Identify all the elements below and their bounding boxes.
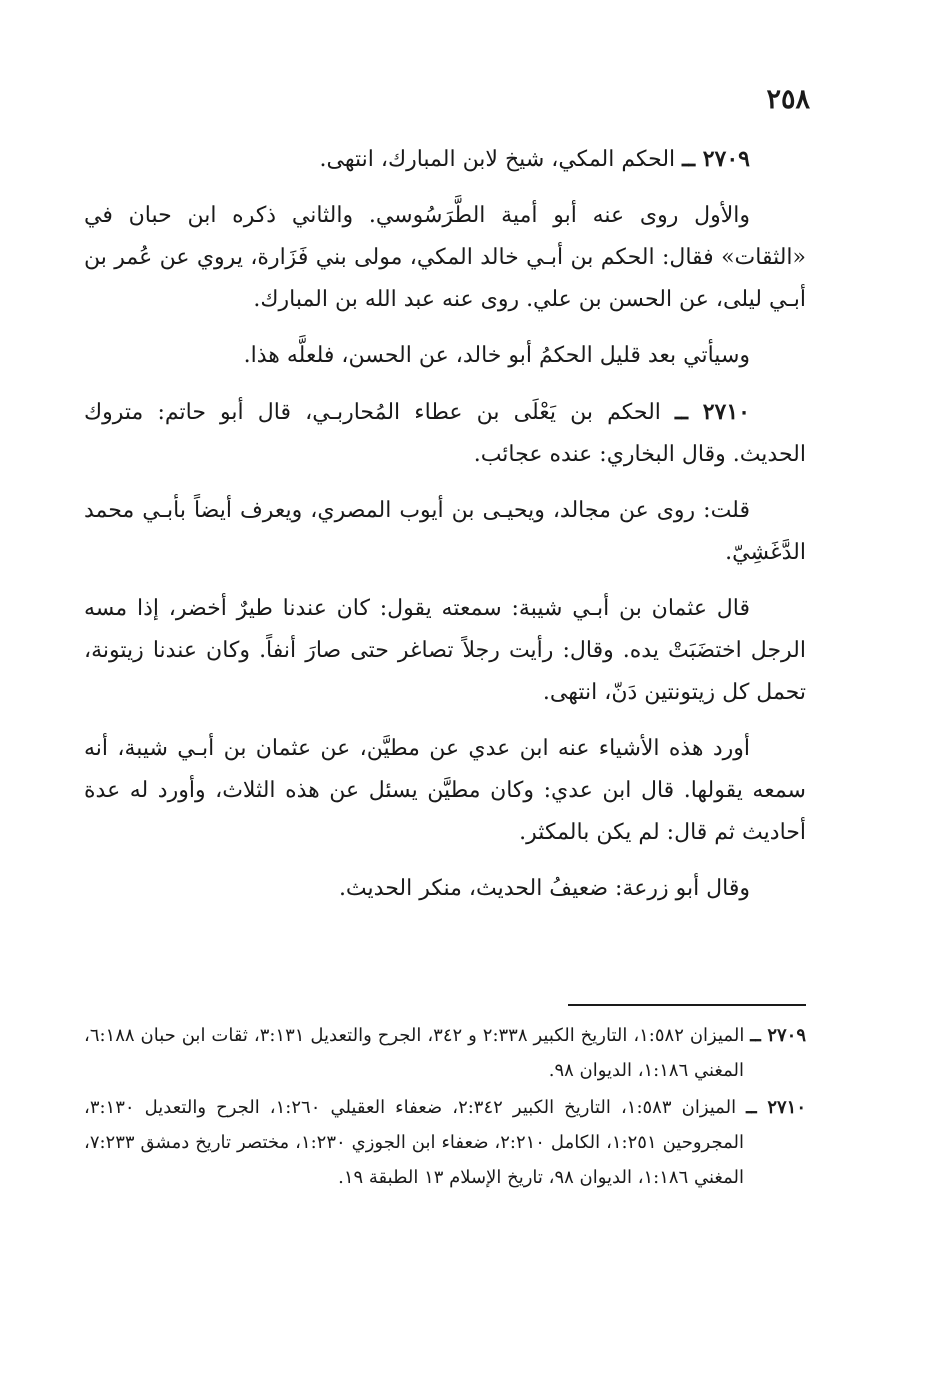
paragraph	[84, 195, 806, 321]
entry-number: ٢٧١٠ ــ	[675, 399, 750, 425]
paragraph-text: أورد هذه الأشياء عنه ابن عدي عن مطيَّن، عن عثمان بن أبـي شيبة، أنه سمعه يقولها. قال ابن عدي: وكان مطيَّن يسئل عن هذه الثلاث، وأورد له عدة أحاديث ثم قال: لم يكن بالمكثر.	[84, 736, 806, 845]
footnote-divider	[568, 1004, 806, 1006]
footnote-number: ٢٧٠٩ ــ	[750, 1025, 806, 1046]
paragraph-text: قلت: روى عن مجالد، ويحيـى بن أيوب المصري، ويعرف أيضاً بأبـي محمد الدَّغَشِيّ.	[84, 498, 806, 565]
footnote-text: الميزان ١:٥٨٣، التاريخ الكبير ٢:٣٤٢، ضعفاء العقيلي ١:٢٦٠، الجرح والتعديل ٣:١٣٠، المجروحين ١:٢٥١، الكامل ٢:٢١٠، ضعفاء ابن الجوزي ١:٢٣٠، مختصر تاريخ دمشق ٧:٢٣٣، المغني ١:١٨٦، الديوان ٩٨، تاريخ الإسلام ١٣ الطبقة ١٩.	[84, 1097, 744, 1188]
main-text	[84, 138, 806, 924]
paragraph-text: وسيأتي بعد قليل الحكمُ أبو خالد، عن الحسن، فلعلَّه هذا.	[243, 343, 750, 368]
footnote	[84, 1018, 806, 1088]
paragraph-text: قال عثمان بن أبـي شيبة: سمعته يقول: كان عندنا طيرٌ أخضر، إذا مسه الرجل اختضَبَتْ يده. وقال: رأيت رجلاً تصاغر حتى صارَ أنفاً. وكان عندنا زيتونة، تحمل كل زيتونتين دَنّ، انتهى.	[84, 596, 806, 705]
paragraph	[84, 490, 806, 574]
paragraph-text: وقال أبو زرعة: ضعيفُ الحديث، منكر الحديث.	[338, 876, 750, 901]
footnote-text: الميزان ١:٥٨٢، التاريخ الكبير ٢:٣٣٨ و ٣٤٢، الجرح والتعديل ٣:١٣١، ثقات ابن حبان ٦:١٨٨، المغني ١:١٨٦، الديوان ٩٨.	[84, 1025, 745, 1081]
paragraph	[84, 335, 806, 377]
footnote	[84, 1090, 806, 1195]
paragraph-text: والأول روى عنه أبو أمية الطَّرَسُوسي. والثاني ذكره ابن حبان في «الثقات» فقال: الحكم بن أبـي خالد المكي، مولى بني فَزَارة، يروي عن عُمر بن أبـي ليلى، عن الحسن بن علي. روى عنه عبد الله بن المبارك.	[84, 203, 806, 312]
entry-paragraph	[84, 138, 806, 181]
paragraph	[84, 868, 806, 910]
entry-paragraph	[84, 391, 806, 476]
footnote-number: ٢٧١٠ ــ	[746, 1097, 806, 1118]
paragraph-text: الحكم بن يَعْلَى بن عطاء المُحاربـي، قال أبو حاتم: متروك الحديث. وقال البخاري: عنده عجائب.	[84, 400, 806, 467]
paragraph-text: الحكم المكي، شيخ لابن المبارك، انتهى.	[319, 147, 676, 172]
page-number: ٢٥٨	[766, 84, 810, 115]
paragraph	[84, 728, 806, 854]
entry-number: ٢٧٠٩ ــ	[682, 146, 750, 172]
paragraph	[84, 588, 806, 714]
footnotes	[84, 1018, 806, 1197]
